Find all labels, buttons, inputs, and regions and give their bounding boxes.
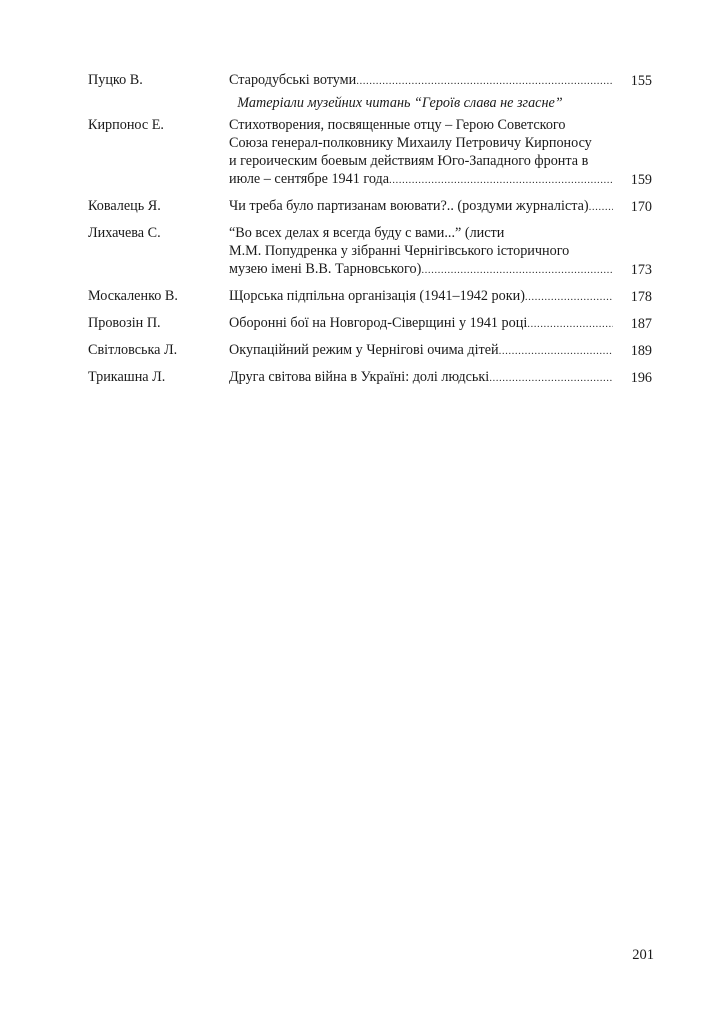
toc-author: Пуцко В. xyxy=(88,72,143,88)
dot-leader xyxy=(589,198,613,216)
dot-leader xyxy=(527,315,613,333)
toc-title xyxy=(229,224,613,279)
toc-title xyxy=(229,368,613,387)
toc-page-number: 170 xyxy=(630,199,652,215)
toc-entry xyxy=(88,224,652,279)
toc-title-text: Оборонні бої на Новгород-Сіверщині у 1941 році xyxy=(229,315,528,331)
toc-author: Кирпонос Е. xyxy=(88,117,164,133)
toc-title-text: музею імені В.В. Тарновського) xyxy=(229,261,422,277)
toc-title-line: М.М. Попудренка у зібранні Чернігівського історичного xyxy=(229,243,570,259)
toc-title xyxy=(229,71,613,90)
toc-title-text: Щорська підпільна організація (1941–1942 роки) xyxy=(229,288,525,304)
toc-title xyxy=(229,287,613,306)
toc-author: Провозін П. xyxy=(88,315,161,331)
toc-author: Трикашна Л. xyxy=(88,369,166,385)
dot-leader xyxy=(525,288,613,306)
toc-title xyxy=(229,341,613,360)
toc-title-line: Союза генерал-полковнику Михаилу Петровичу Кирпоносу xyxy=(229,135,592,151)
toc-title xyxy=(229,197,613,216)
toc-title-text: Стародубські вотуми xyxy=(229,72,357,88)
toc-title-line: “Во всех делах я всегда буду с вами...” (листи xyxy=(229,225,505,241)
toc-page-number: 155 xyxy=(630,73,652,89)
toc-author: Світловська Л. xyxy=(88,342,178,358)
toc-title-text: Окупаційний режим у Чернігові очима дітей xyxy=(229,342,499,358)
page-number: 201 xyxy=(632,947,654,963)
dot-leader xyxy=(389,171,613,189)
toc-entry xyxy=(88,71,652,90)
toc-page-number: 196 xyxy=(630,370,652,386)
toc-entry xyxy=(88,341,652,360)
toc-page-number: 187 xyxy=(630,316,652,332)
toc-page-number: 173 xyxy=(630,262,652,278)
toc-entry xyxy=(88,314,652,333)
dot-leader xyxy=(499,342,613,360)
toc-author: Ковалець Я. xyxy=(88,198,161,214)
toc-page-number: 189 xyxy=(630,343,652,359)
toc-title-text: Чи треба було партизанам воювати?.. (роздуми журналіста) xyxy=(229,198,589,214)
table-of-contents xyxy=(88,71,652,387)
toc-entry xyxy=(88,287,652,306)
toc-title-line: и героическим боевым действиям Юго-Западного фронта в xyxy=(229,153,589,169)
toc-entry xyxy=(88,368,652,387)
toc-title-line: Стихотворения, посвященные отцу – Герою Советского xyxy=(229,117,566,133)
toc-author: Лихачева С. xyxy=(88,225,161,241)
toc-title-text: июле – сентябре 1941 года xyxy=(229,171,390,187)
dot-leader xyxy=(489,369,613,387)
section-heading: Матеріали музейних читань “Героїв слава не згасне” xyxy=(237,95,563,111)
toc-author: Москаленко В. xyxy=(88,288,178,304)
dot-leader xyxy=(356,72,613,90)
toc-page-number: 178 xyxy=(630,289,652,305)
toc-page-number: 159 xyxy=(630,172,652,188)
toc-entry xyxy=(88,197,652,216)
dot-leader xyxy=(421,261,613,279)
toc-title xyxy=(229,116,613,189)
toc-title xyxy=(229,314,613,333)
toc-title-text: Друга світова війна в Україні: долі людські xyxy=(229,369,490,385)
toc-entry xyxy=(88,116,652,189)
